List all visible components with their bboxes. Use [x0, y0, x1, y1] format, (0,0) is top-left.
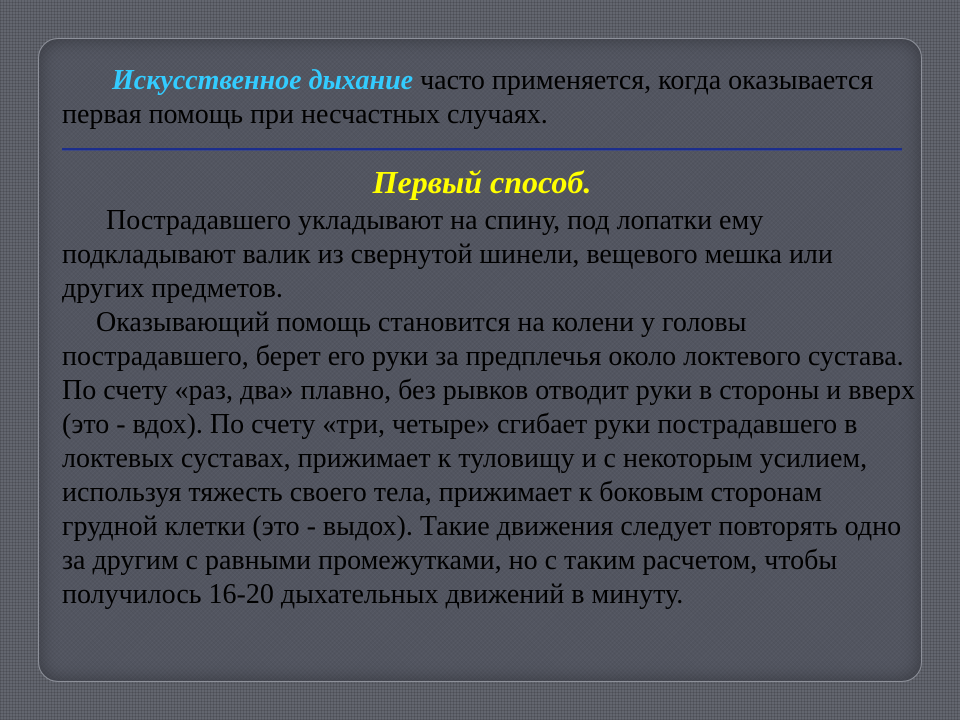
- intro-highlight: Искусственное дыхание: [112, 65, 414, 96]
- paragraph-2: Оказывающий помощь становится на колени у головы пострадавшего, берет его руки за предплечья около локтевого сустава. По счету «раз, два» плавно, без рывков отводит руки в стороны и вверх (это - вдох). По счету «три, четыре» сгибает руки пострадавшего в локтевых суставах, прижимает к туловищу и с некоторым усилием, используя тяжесть своего тела, прижимает к боковым сторонам грудной клетки (это - выдох). Такие движения следует повторять одно за другим с равными промежутками, но с таким расчетом, чтобы получилось 16-20 дыхательных движений в минуту.: [62, 307, 915, 610]
- intro-text: [62, 64, 902, 132]
- intro-rest: часто применяется, когда оказывается первая помощь при несчастных случаях.: [62, 65, 874, 130]
- section-heading: Первый способ.: [372, 164, 592, 200]
- paragraph-1: Пострадавшего укладывают на спину, под лопатки ему подкладывают валик из свернутой шинели, вещевого мешка или других предметов.: [62, 205, 833, 304]
- body-text: [62, 204, 922, 612]
- divider-line: [62, 148, 902, 150]
